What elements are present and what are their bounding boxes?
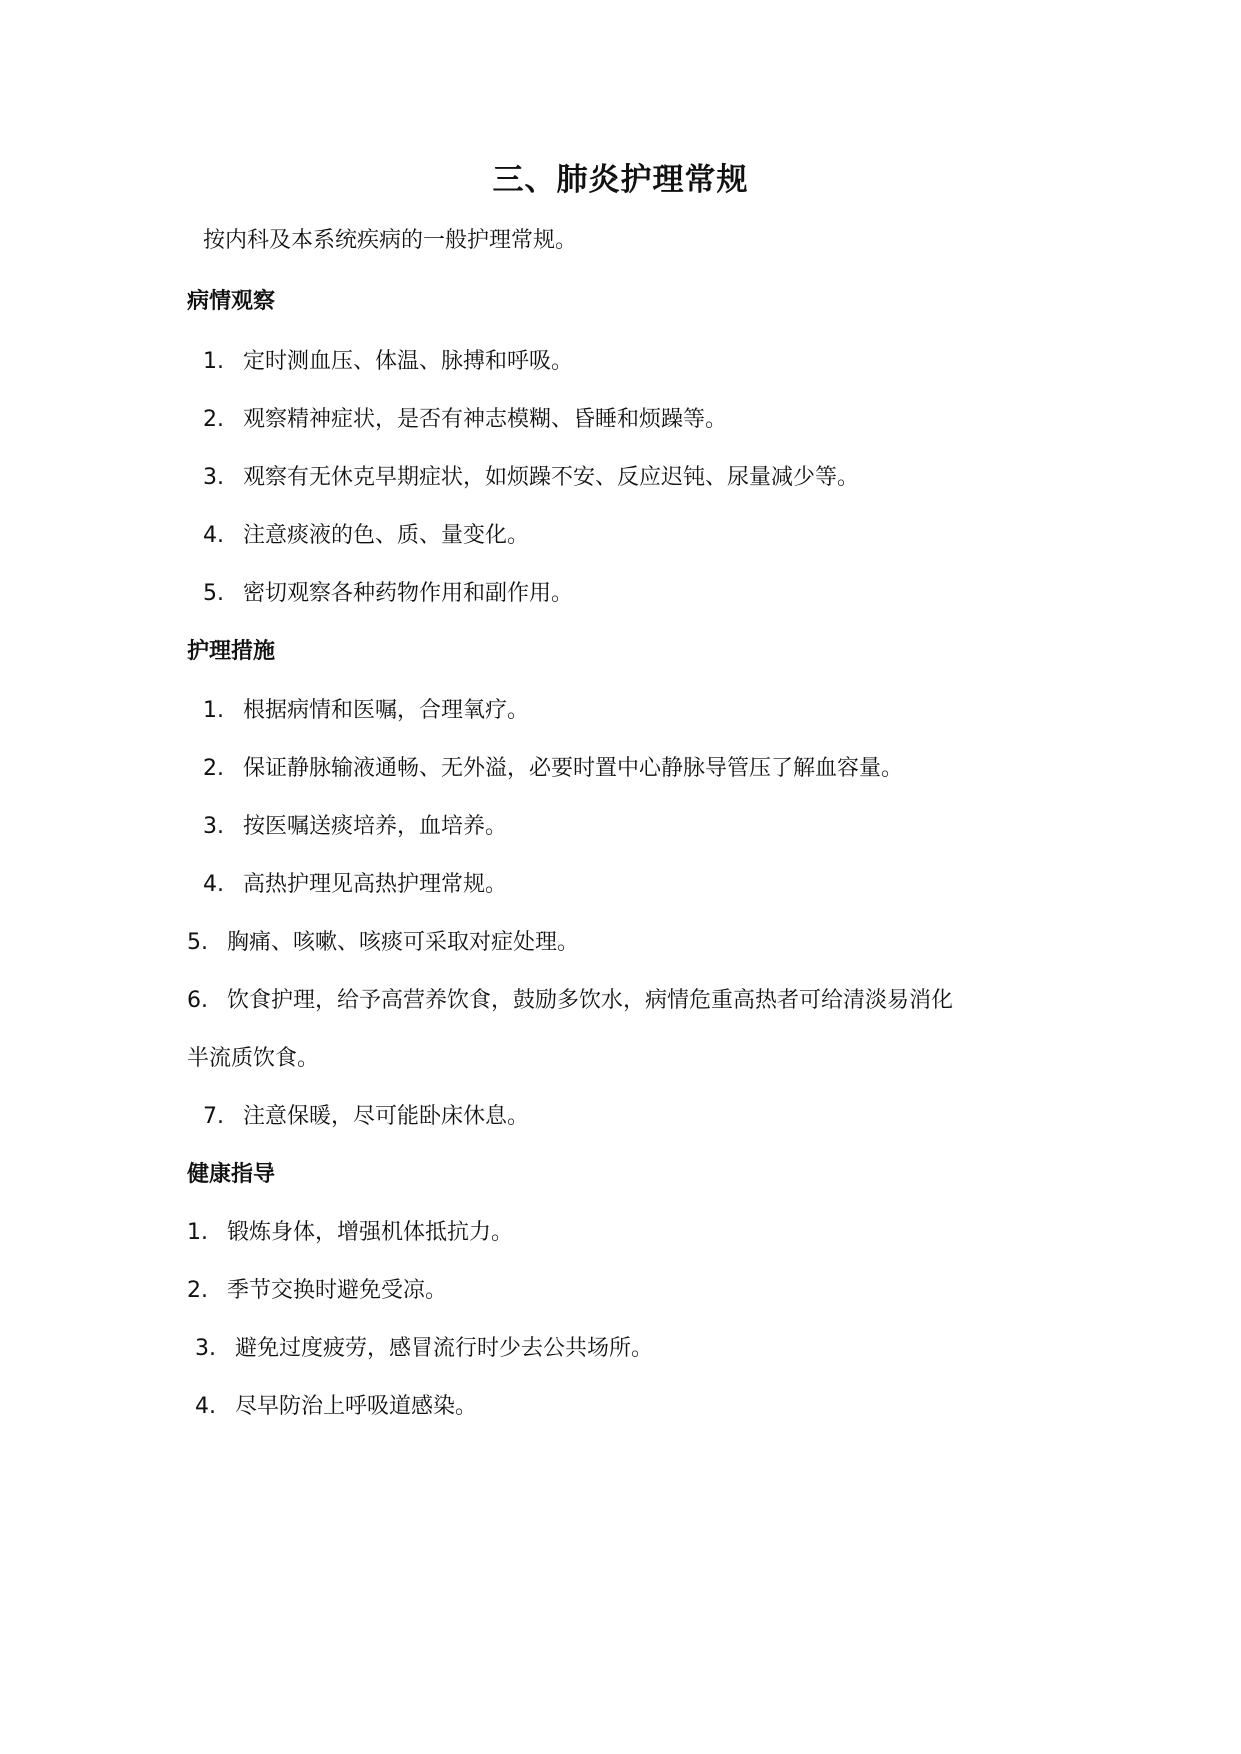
- list-item-number: 1.: [203, 349, 224, 374]
- list-item: [203, 463, 859, 493]
- list-item: [187, 1276, 447, 1306]
- list-item-text: 胸痛、咳嗽、咳痰可采取对症处理。: [227, 930, 580, 955]
- list-item: [203, 521, 529, 551]
- list-item: [203, 870, 507, 900]
- list-item-number: 2.: [203, 756, 224, 781]
- list-item-text: 避免过度疲劳，感冒流行时少去公共场所。: [235, 1336, 654, 1361]
- list-item-number: 1.: [187, 1220, 208, 1245]
- list-item-number: 4.: [195, 1394, 216, 1419]
- list-item-text: 注意痰液的色、质、量变化。: [243, 523, 530, 548]
- list-item-text: 尽早防治上呼吸道感染。: [235, 1394, 478, 1419]
- section-heading-observation: 病情观察: [187, 289, 276, 314]
- list-item: [195, 1392, 477, 1422]
- list-item: [203, 1102, 529, 1132]
- list-item-number: 5.: [203, 581, 224, 606]
- list-item-number: 1.: [203, 698, 224, 723]
- list-item: [187, 1218, 513, 1248]
- list-item: [203, 696, 529, 726]
- list-item-number: 5.: [187, 930, 208, 955]
- list-item: [203, 754, 903, 784]
- list-item-text: 密切观察各种药物作用和副作用。: [243, 581, 574, 606]
- list-item-text: 按医嘱送痰培养，血培养。: [243, 814, 508, 839]
- list-item-number: 4.: [203, 523, 224, 548]
- list-item-number: 7.: [203, 1104, 224, 1129]
- list-item-text: 季节交换时避免受凉。: [227, 1278, 448, 1303]
- list-item-text: 饮食护理，给予高营养饮食，鼓励多饮水，病情危重高热者可给清淡易消化: [227, 988, 954, 1013]
- list-item-text: 根据病情和医嘱，合理氧疗。: [243, 698, 530, 723]
- list-item-number: 4.: [203, 872, 224, 897]
- list-item-number: 3.: [195, 1336, 216, 1361]
- list-item: [203, 405, 727, 435]
- list-item-text: 高热护理见高热护理常规。: [243, 872, 508, 897]
- list-item: [203, 579, 573, 609]
- list-item-number: 2.: [203, 407, 224, 432]
- list-item-text: 保证静脉输液通畅、无外溢，必要时置中心静脉导管压了解血容量。: [243, 756, 904, 781]
- section-heading-health-guidance: 健康指导: [187, 1162, 276, 1187]
- list-item-text: 观察有无休克早期症状，如烦躁不安、反应迟钝、尿量减少等。: [243, 465, 860, 490]
- list-item: [187, 986, 953, 1016]
- list-item: [195, 1334, 653, 1364]
- list-item-text: 观察精神症状，是否有神志模糊、昏睡和烦躁等。: [243, 407, 728, 432]
- list-item-number: 3.: [203, 814, 224, 839]
- list-item-number: 6.: [187, 988, 208, 1013]
- list-item-text: 锻炼身体，增强机体抵抗力。: [227, 1220, 514, 1245]
- list-item: [187, 928, 579, 958]
- list-item-text: 注意保暖，尽可能卧床休息。: [243, 1104, 530, 1129]
- list-item-text: 定时测血压、体温、脉搏和呼吸。: [243, 349, 574, 374]
- list-item-number: 3.: [203, 465, 224, 490]
- page-title: 三、肺炎护理常规: [492, 162, 749, 198]
- section-heading-measures: 护理措施: [187, 639, 276, 664]
- list-item: [203, 812, 507, 842]
- list-item-continuation: 半流质饮食。: [187, 1046, 320, 1071]
- list-item: [203, 347, 573, 377]
- intro-text: 按内科及本系统疾病的一般护理常规。: [203, 228, 578, 253]
- list-item-number: 2.: [187, 1278, 208, 1303]
